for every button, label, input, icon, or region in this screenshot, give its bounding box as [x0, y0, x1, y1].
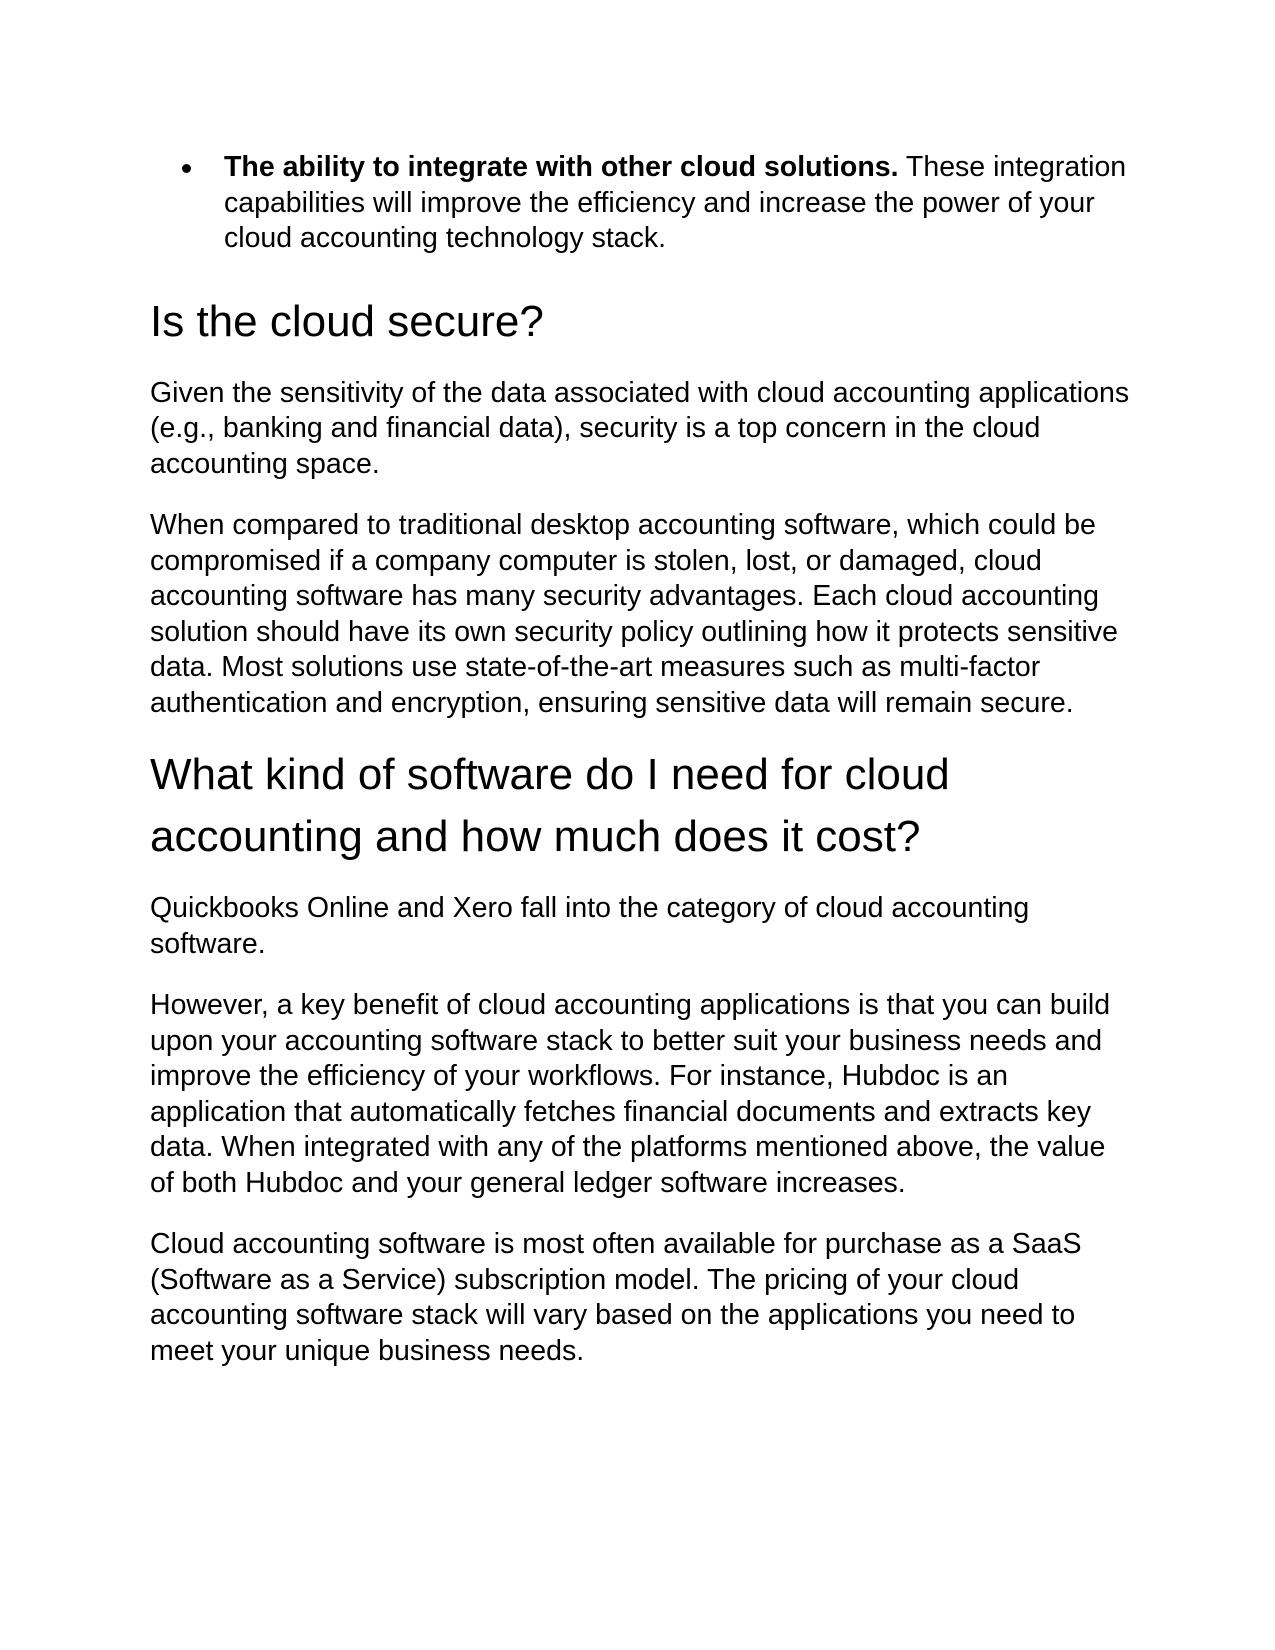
section-heading-security: Is the cloud secure? — [150, 296, 544, 346]
paragraph: However, a key benefit of cloud accounting applications is that you can build upon your accounting software stack to better suit your business needs and improve the efficiency of your workflows. For instance, Hubdoc is an application that automatically fetches financial documents and extracts key data. When integrated with any of the platforms mentioned above, the value of both Hubdoc and your general ledger software increases. — [150, 989, 1111, 1199]
bullet-list — [150, 150, 1130, 257]
bullet-icon — [182, 164, 191, 173]
document-page — [150, 150, 1130, 1369]
section-heading-software: What kind of software do I need for cloud accounting and how much does it cost? — [150, 750, 950, 861]
list-item — [150, 150, 1130, 257]
paragraph: Given the sensitivity of the data associated with cloud accounting applications (e.g., banking and financial data), security is a top concern in the cloud accounting space. — [150, 376, 1130, 480]
paragraph: Cloud accounting software is most often available for purchase as a SaaS (Software as a Service) subscription model. The pricing of your cloud accounting software stack will vary based on the applications you need to meet your unique business needs. — [150, 1228, 1082, 1367]
bullet-lead-text: The ability to integrate with other cloud solutions. — [224, 151, 899, 183]
paragraph: Quickbooks Online and Xero fall into the category of cloud accounting software. — [150, 892, 1030, 960]
bullet-body-text: These integration capabilities will improve the efficiency and increase the power of your cloud accounting technology stack. — [224, 151, 1127, 254]
paragraph: When compared to traditional desktop accounting software, which could be compromised if a company computer is stolen, lost, or damaged, cloud accounting software has many security advantages. Each cloud accounting solution should have its own security policy outlining how it protects sensitive data. Most solutions use state-of-the-art measures such as multi-factor authentication and encryption, ensuring sensitive data will remain secure. — [150, 509, 1118, 719]
